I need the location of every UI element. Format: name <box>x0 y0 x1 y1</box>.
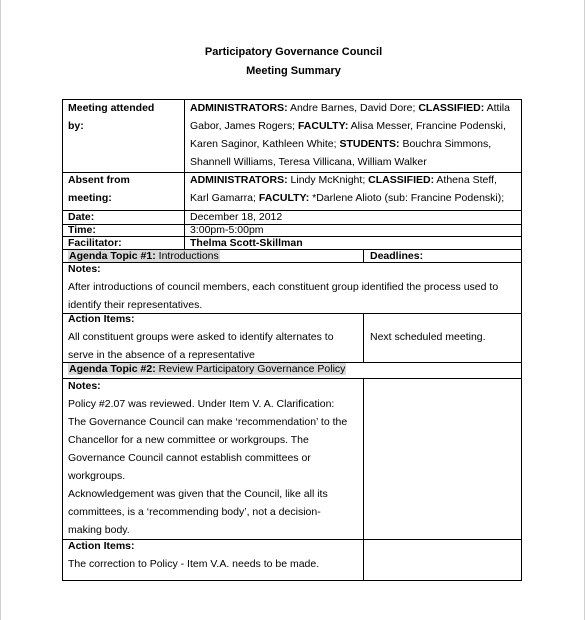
facilitator-label: Facilitator: <box>68 237 122 249</box>
document-title: Participatory Governance Council <box>204 46 383 58</box>
date-value: December 18, 2012 <box>190 211 283 223</box>
role-classified: CLASSIFIED: <box>418 102 485 114</box>
attended-label-line2: by: <box>68 120 84 132</box>
deadlines-label: Deadlines: <box>370 250 424 262</box>
absent-role-administrators: ADMINISTRATORS: <box>190 174 288 186</box>
attended-classified-cont: Gabor, James Rogers; <box>190 120 298 132</box>
attended-admins: Andre Barnes, David Dore; <box>287 102 419 114</box>
agenda2-notes-line: Governance Council cannot establish committees or <box>68 452 311 464</box>
attended-line-1 <box>190 99 510 117</box>
absent-label-line2: meeting: <box>68 192 112 204</box>
agenda1-action-line1: All constituent groups were asked to identify alternates to <box>68 331 334 343</box>
agenda1-topic: Introductions <box>155 250 219 262</box>
agenda1-action-label: Action Items: <box>68 313 135 325</box>
role-students: STUDENTS: <box>339 138 400 150</box>
agenda2-notes-line: Chancellor for a new committee or workgroups. The <box>68 434 309 446</box>
absent-line-1 <box>190 171 497 189</box>
agenda2-heading <box>68 360 346 378</box>
agenda1-notes-line1: After introductions of council members, each constituent group identified the process used to <box>68 281 499 293</box>
agenda2-notes-line: making body. <box>68 524 130 536</box>
absent-admins: Lindy McKnight; <box>287 174 369 186</box>
absent-classified-cont: Karl Gamarra; <box>190 192 259 204</box>
agenda1-label: Agenda Topic #1: <box>69 250 156 262</box>
attended-line-4: Shannell Williams, Teresa Villicana, William Walker <box>190 156 427 168</box>
attended-classified: Attila <box>484 102 510 114</box>
time-label: Time: <box>68 224 96 236</box>
agenda2-label: Agenda Topic #2: <box>69 363 156 375</box>
document-subtitle: Meeting Summary <box>246 65 341 77</box>
attended-faculty: Alisa Messer, Francine Podenski, <box>348 120 506 132</box>
role-administrators: ADMINISTRATORS: <box>190 102 288 114</box>
attended-faculty-cont: Karen Saginor, Kathleen White; <box>190 138 340 150</box>
absent-classified: Athena Steff, <box>434 174 497 186</box>
agenda2-notes-line: workgroups. <box>68 470 126 482</box>
attended-label-line1: Meeting attended <box>68 102 155 114</box>
agenda2-topic: Review Participatory Governance Policy <box>155 363 346 375</box>
absent-faculty: *Darlene Alioto (sub: Francine Podenski); <box>309 192 505 204</box>
absent-role-faculty: FACULTY: <box>258 192 310 204</box>
agenda1-notes-line2: identify their representatives. <box>68 299 203 311</box>
facilitator-value: Thelma Scott-Skillman <box>190 237 303 249</box>
agenda2-notes-line: committees, is a ‘recommending body’, not a decision- <box>68 506 321 518</box>
agenda2-action-label: Action Items: <box>68 540 135 552</box>
absent-role-classified: CLASSIFIED: <box>368 174 435 186</box>
agenda2-notes-line: Policy #2.07 was reviewed. Under Item V. A. Clarification: <box>68 398 335 410</box>
date-label: Date: <box>68 211 95 223</box>
attended-line-2 <box>190 117 506 135</box>
agenda1-action-line2: serve in the absence of a representative <box>68 349 255 361</box>
agenda2-notes-line: Acknowledgement was given that the Council, like all its <box>68 488 328 500</box>
absent-label-line1: Absent from <box>68 174 130 186</box>
attended-students: Bouchra Simmons, <box>399 138 492 150</box>
agenda2-notes-line: The Governance Council can make ‘recommendation’ to the <box>68 416 348 428</box>
agenda1-notes-label: Notes: <box>68 263 101 275</box>
agenda1-deadline: Next scheduled meeting. <box>370 331 486 343</box>
role-faculty: FACULTY: <box>297 120 349 132</box>
agenda2-action-line1: The correction to Policy - Item V.A. needs to be made. <box>68 558 320 570</box>
absent-line-2 <box>190 189 504 207</box>
agenda2-notes-label: Notes: <box>68 380 101 392</box>
time-value: 3:00pm-5:00pm <box>190 224 264 236</box>
attended-line-3 <box>190 135 491 153</box>
